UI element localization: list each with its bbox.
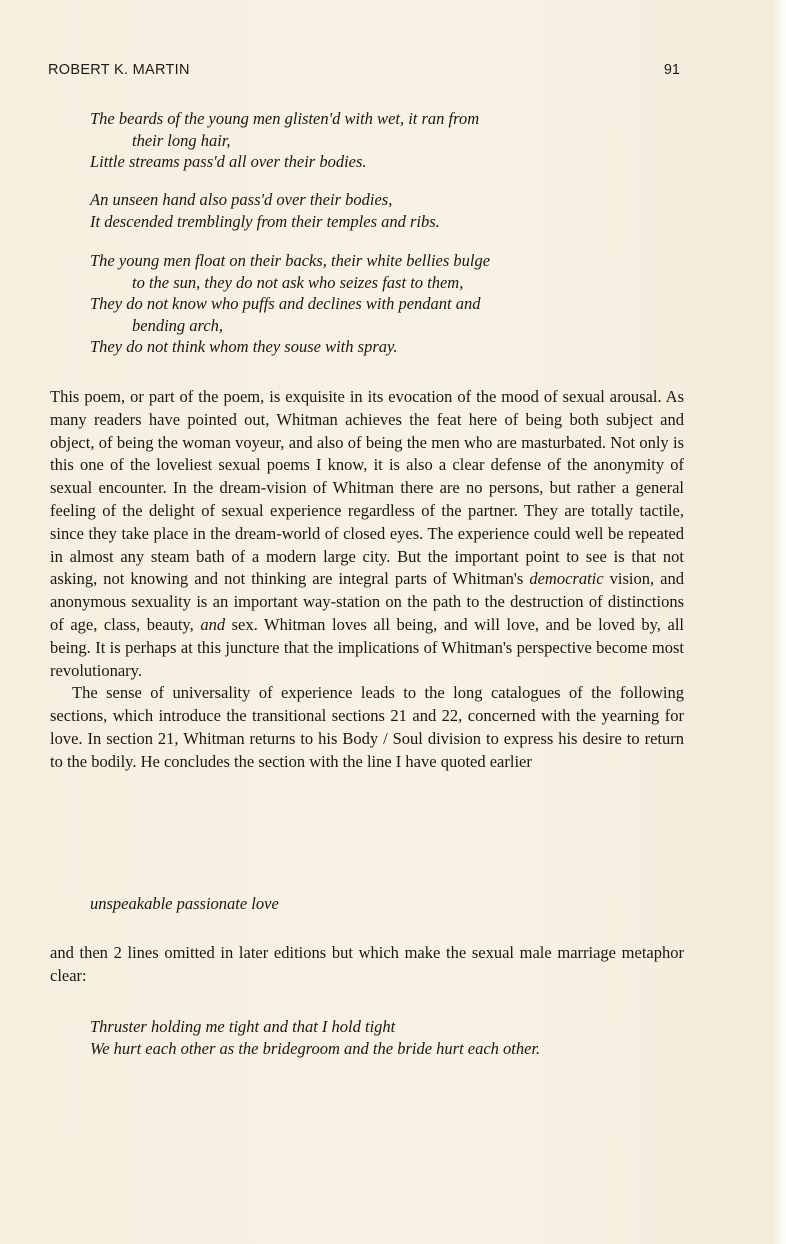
verse-line: The beards of the young men glisten'd with wet, it ran from <box>90 109 480 128</box>
paragraph: The sense of universality of experience leads to the long catalogues of the following sections, which introduce the transitional sections 21 and 22, concerned with the yearning for love. In section 21, Whitman returns to his Body / Soul division to express his desire to return to the bodily. He concludes the section with the line I have quoted earlier <box>50 683 684 771</box>
text-run: sex. Whitman loves all being, and will love, and be loved by, all being. It is perhaps at this juncture that the implications of Whitman's perspective become most revolutionary. <box>50 614 685 680</box>
running-head <box>48 62 680 84</box>
running-title: ROBERT K. MARTIN <box>48 62 190 78</box>
verse-block-2 <box>90 189 690 232</box>
verse-line: An unseen hand also pass'd over their bodies, <box>90 190 393 209</box>
verse-block-final <box>90 1016 690 1059</box>
body-text-continued <box>50 942 684 988</box>
text-run: vision, and anonymous sexuality is an important way-station on the path to the destruction of distinctions of age, class, beauty, <box>50 569 684 634</box>
quoted-line <box>90 893 690 915</box>
verse-line: unspeakable passionate love <box>90 894 279 913</box>
paragraph: and then 2 lines omitted in later editions but which make the sexual male marriage metaphor clear: <box>50 943 684 985</box>
page-number: 91 <box>663 62 680 78</box>
verse-line: They do not know who puffs and declines with pendant and <box>90 294 481 313</box>
body-text <box>50 386 684 774</box>
verse-line: Little streams pass'd all over their bodies. <box>90 152 367 171</box>
verse-line: to the sun, they do not ask who seizes fast to them, <box>132 272 464 292</box>
verse-block-3 <box>90 250 690 358</box>
verse-line: We hurt each other as the bridegroom and the bride hurt each other. <box>90 1038 541 1058</box>
page-edge <box>772 0 786 1244</box>
emphasis-democratic: democratic <box>529 569 604 589</box>
verse-line: They do not think whom they souse with spray. <box>90 337 398 356</box>
verse-block-1 <box>90 108 690 173</box>
verse-line: It descended tremblingly from their temples and ribs. <box>90 211 440 231</box>
verse-line: Thruster holding me tight and that I hold tight <box>90 1017 396 1036</box>
paragraph <box>50 386 684 682</box>
emphasis-and: and <box>200 614 226 634</box>
verse-line: their long hair, <box>132 130 231 150</box>
text-run: This poem, or part of the poem, is exquisite in its evocation of the mood of sexual arousal. As many readers have pointed out, Whitman achieves the feat here of being both subject and object, of being the woman voyeur, and also of being the men who are masturbated. Not only is this one of the loveliest sexual poems I know, it is also a clear defense of the anonymity of sexual encounter. In the dream-vision of Whitman there are no persons, but rather a general feeling of the delight of sexual experience regardless of the partner. They are totally tactile, since they take place in the dream-world of closed eyes. The experience could well be repeated in almost any steam bath of a modern large city. But the important point to see is that not asking, not knowing and not thinking are integral parts of Whitman's <box>50 387 684 589</box>
verse-line: The young men float on their backs, their white bellies bulge <box>90 251 491 270</box>
verse-line: bending arch, <box>132 315 224 335</box>
